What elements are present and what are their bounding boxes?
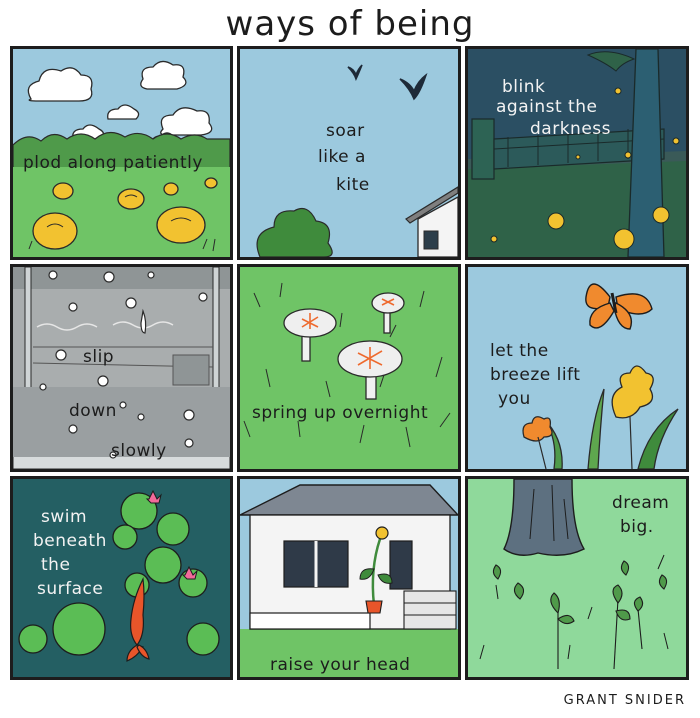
panel-spring	[237, 264, 461, 472]
caption-swim-line3: the	[41, 555, 71, 575]
panel-breeze	[465, 264, 689, 472]
caption-breeze-line3: you	[498, 389, 531, 409]
caption-breeze-line1: let the	[490, 341, 549, 361]
panel-raise	[237, 476, 461, 680]
caption-dream-line2: big.	[620, 517, 654, 537]
fireflies-illustration	[468, 49, 686, 257]
rainy-window-illustration	[13, 267, 230, 469]
caption-spring: spring up overnight	[252, 403, 429, 423]
panel-blink	[465, 46, 689, 260]
mushrooms-illustration	[240, 267, 458, 469]
caption-slip-line2: down	[69, 401, 117, 421]
panel-soar	[237, 46, 461, 260]
caption-soar-line2: like a	[318, 147, 366, 167]
caption-soar-line3: kite	[336, 175, 370, 195]
caption-plod-along: plod along patiently	[23, 153, 203, 173]
comic-title: ways of being	[225, 4, 475, 44]
caption-soar-line1: soar	[326, 121, 365, 141]
caption-dream-line1: dream	[612, 493, 670, 513]
caption-blink-line2: against the	[496, 97, 598, 117]
house-sunflower-illustration	[240, 479, 458, 677]
caption-blink-line3: darkness	[530, 119, 611, 139]
panel-dream	[465, 476, 689, 680]
caption-swim-line4: surface	[37, 579, 104, 599]
caption-blink-line1: blink	[502, 77, 546, 97]
artist-credit: GRANT SNIDER	[563, 693, 686, 708]
caption-swim-line2: beneath	[33, 531, 107, 551]
panel-plod-along	[10, 46, 233, 260]
caption-slip-line3: slowly	[111, 441, 167, 461]
caption-swim-line1: swim	[41, 507, 88, 527]
caption-slip-line1: slip	[83, 347, 115, 367]
caption-breeze-line2: breeze lift	[490, 365, 581, 385]
caption-raise: raise your head	[270, 655, 411, 675]
panel-swim	[10, 476, 233, 680]
panel-slip	[10, 264, 233, 472]
